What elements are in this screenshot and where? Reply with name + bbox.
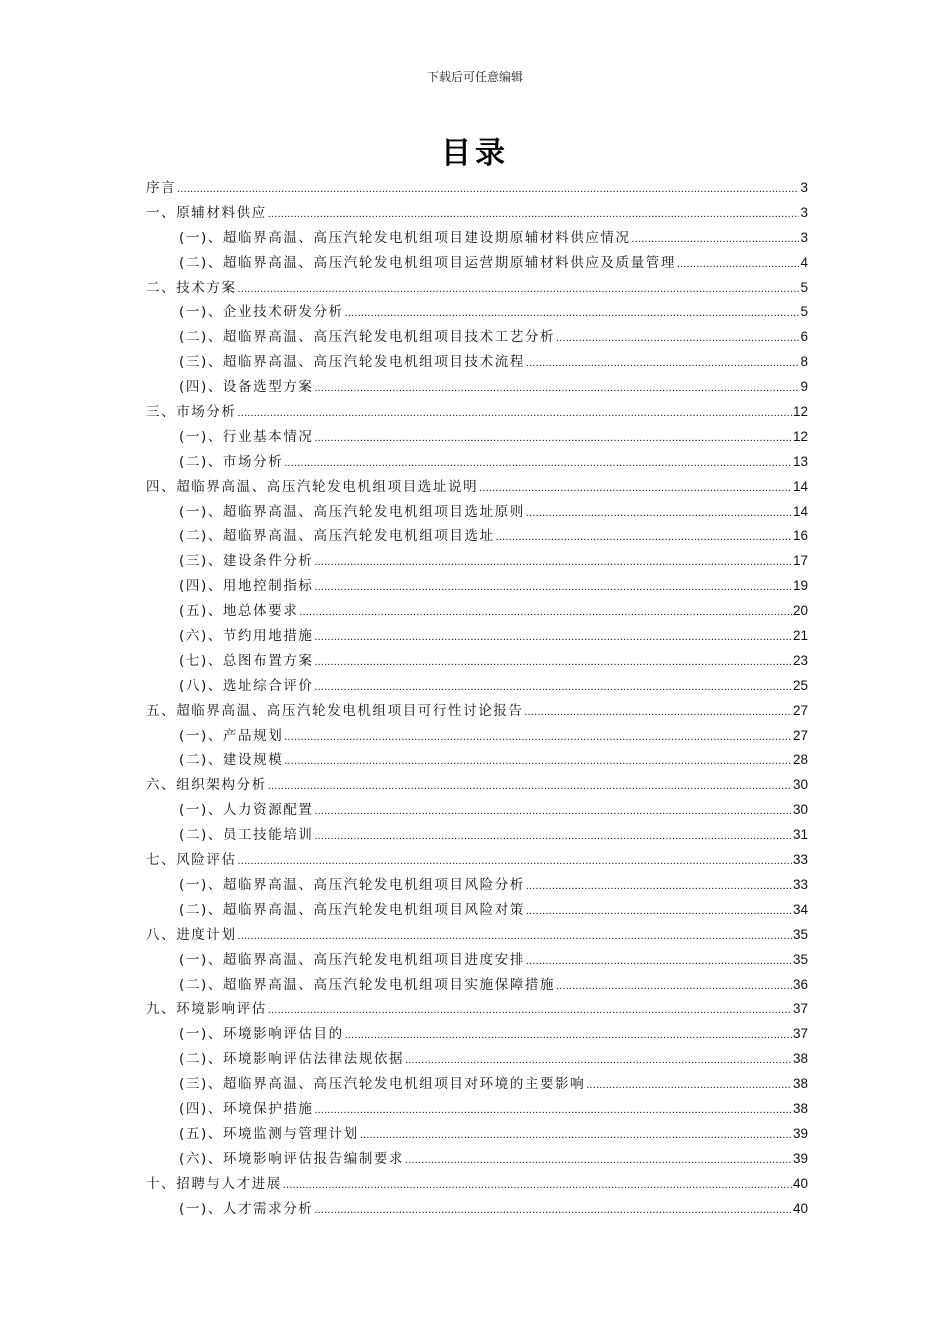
toc-page-number: 6 [800, 329, 808, 345]
toc-dot-leader [525, 700, 792, 725]
toc-section-entry[interactable] [146, 425, 808, 450]
toc-dot-leader [526, 874, 792, 899]
toc-section-entry[interactable] [146, 226, 808, 251]
toc-dot-leader [677, 252, 800, 277]
toc-page-number: 3 [800, 229, 808, 245]
toc-entry-title: (三)、超临界高温、高压汽轮发电机组项目对环境的主要影响 [179, 1076, 586, 1093]
toc-dot-leader [526, 351, 800, 376]
toc-page-number: 5 [800, 279, 808, 295]
toc-chapter-entry[interactable] [146, 997, 808, 1022]
toc-page-number: 12 [792, 404, 808, 420]
toc-entry-title: (一)、超临界高温、高压汽轮发电机组项目风险分析 [179, 876, 525, 893]
toc-page-number: 30 [792, 777, 808, 793]
toc-dot-leader [315, 799, 792, 824]
toc-page-number: 37 [792, 1001, 808, 1017]
toc-dot-leader [315, 426, 792, 451]
toc-section-entry[interactable] [146, 649, 808, 674]
toc-entry-title: 七、风险评估 [146, 852, 237, 869]
toc-section-entry[interactable] [146, 823, 808, 848]
toc-dot-leader [526, 899, 792, 924]
toc-entry-title: (二)、超临界高温、高压汽轮发电机组项目风险对策 [179, 901, 525, 918]
toc-page-number: 21 [792, 628, 808, 644]
toc-section-entry[interactable] [146, 1197, 808, 1222]
toc-section-entry[interactable] [146, 1072, 808, 1097]
toc-dot-leader [284, 725, 792, 750]
toc-page-number: 5 [800, 304, 808, 320]
toc-dot-leader [345, 1023, 792, 1048]
toc-dot-leader [315, 824, 792, 849]
toc-page-number: 20 [792, 603, 808, 619]
toc-dot-leader [268, 202, 800, 227]
toc-dot-leader [315, 575, 792, 600]
toc-dot-leader [177, 177, 799, 202]
toc-chapter-entry[interactable] [146, 176, 808, 201]
toc-page-number: 8 [800, 354, 808, 370]
toc-entry-title: (二)、员工技能培训 [179, 827, 314, 844]
toc-dot-leader [315, 1098, 792, 1123]
toc-entry-title: (一)、产品规划 [179, 727, 284, 744]
toc-page-number: 39 [792, 1150, 808, 1166]
toc-section-entry[interactable] [146, 1047, 808, 1072]
toc-entry-title: (五)、地总体要求 [179, 603, 299, 620]
toc-section-entry[interactable] [146, 375, 808, 400]
toc-entry-title: (一)、行业基本情况 [179, 428, 314, 445]
toc-dot-leader [315, 675, 792, 700]
toc-entry-title: (一)、超临界高温、高压汽轮发电机组项目进度安排 [179, 951, 525, 968]
toc-section-entry[interactable] [146, 1022, 808, 1047]
toc-page-number: 37 [792, 1026, 808, 1042]
toc-page-number: 36 [792, 976, 808, 992]
toc-entry-title: (四)、用地控制指标 [179, 578, 314, 595]
toc-page-number: 12 [792, 428, 808, 444]
toc-dot-leader [632, 227, 800, 252]
toc-entry-title: (二)、超临界高温、高压汽轮发电机组项目运营期原辅材料供应及质量管理 [179, 254, 676, 271]
toc-dot-leader [526, 949, 792, 974]
toc-page-number: 4 [800, 254, 808, 270]
toc-chapter-entry[interactable] [146, 773, 808, 798]
toc-entry-title: (三)、建设条件分析 [179, 553, 314, 570]
toc-chapter-entry[interactable] [146, 475, 808, 500]
toc-page-number: 28 [792, 752, 808, 768]
toc-section-entry[interactable] [146, 549, 808, 574]
toc-page-number: 9 [800, 379, 808, 395]
toc-dot-leader [360, 1123, 792, 1148]
toc-chapter-entry[interactable] [146, 699, 808, 724]
toc-entry-title: (四)、设备选型方案 [179, 379, 314, 396]
toc-chapter-entry[interactable] [146, 400, 808, 425]
toc-entry-title: (二)、建设规模 [179, 752, 284, 769]
toc-entry-title: (二)、市场分析 [179, 453, 284, 470]
toc-chapter-entry[interactable] [146, 201, 808, 226]
toc-page-number: 19 [792, 578, 808, 594]
toc-page-number: 39 [792, 1125, 808, 1141]
toc-page-number: 31 [792, 827, 808, 843]
toc-section-entry[interactable] [146, 948, 808, 973]
toc-page-number: 3 [800, 204, 808, 220]
toc-entry-title: 五、超临界高温、高压汽轮发电机组项目可行性讨论报告 [146, 702, 524, 719]
page-header-note: 下载后可任意编辑 [426, 70, 523, 84]
toc-page-number: 27 [792, 702, 808, 718]
toc-entry-title: (一)、超临界高温、高压汽轮发电机组项目选址原则 [179, 503, 525, 520]
toc-dot-leader [496, 525, 792, 550]
toc-section-entry[interactable] [146, 300, 808, 325]
toc-page-number: 17 [792, 553, 808, 569]
toc-dot-leader [284, 451, 792, 476]
toc-entry-title: (二)、超临界高温、高压汽轮发电机组项目选址 [179, 528, 495, 545]
toc-dot-leader [556, 326, 799, 351]
toc-dot-leader [479, 476, 792, 501]
toc-dot-leader [345, 301, 800, 326]
toc-page-number: 38 [792, 1076, 808, 1092]
toc-dot-leader [238, 277, 800, 302]
toc-entry-title: (七)、总图布置方案 [179, 652, 314, 669]
toc-entry-title: 二、技术方案 [146, 279, 237, 296]
toc-entry-title: 三、市场分析 [146, 404, 237, 421]
toc-list [146, 176, 808, 1221]
toc-chapter-entry[interactable] [146, 276, 808, 301]
toc-chapter-entry[interactable] [146, 848, 808, 873]
toc-dot-leader [315, 650, 792, 675]
toc-dot-leader [556, 974, 792, 999]
toc-section-entry[interactable] [146, 674, 808, 699]
toc-section-entry[interactable] [146, 1097, 808, 1122]
toc-entry-title: 四、超临界高温、高压汽轮发电机组项目选址说明 [146, 478, 479, 495]
toc-page-number: 3 [800, 180, 808, 195]
toc-entry-title: 序言 [146, 180, 177, 196]
toc-entry-title: 十、招聘与人才进展 [146, 1175, 282, 1192]
toc-section-entry[interactable] [146, 798, 808, 823]
toc-entry-title: 八、进度计划 [146, 926, 237, 943]
toc-dot-leader [315, 625, 792, 650]
toc-entry-title: 一、原辅材料供应 [146, 204, 267, 221]
toc-entry-title: (六)、环境影响评估报告编制要求 [179, 1150, 405, 1167]
toc-entry-title: (一)、人力资源配置 [179, 802, 314, 819]
toc-entry-title: (一)、人才需求分析 [179, 1200, 314, 1217]
toc-page-number: 40 [792, 1200, 808, 1216]
toc-dot-leader [526, 501, 792, 526]
toc-entry-title: (一)、企业技术研发分析 [179, 304, 344, 321]
toc-section-entry[interactable] [146, 325, 808, 350]
toc-entry-title: (二)、环境影响评估法律法规依据 [179, 1051, 405, 1068]
toc-dot-leader [315, 550, 792, 575]
toc-dot-leader [268, 774, 792, 799]
toc-page-number: 14 [792, 503, 808, 519]
toc-dot-leader [268, 998, 792, 1023]
toc-chapter-entry[interactable] [146, 1172, 808, 1197]
toc-page-number: 25 [792, 677, 808, 693]
toc-entry-title: (二)、超临界高温、高压汽轮发电机组项目实施保障措施 [179, 976, 556, 993]
toc-entry-title: 六、组织架构分析 [146, 777, 267, 794]
toc-entry-title: (一)、超临界高温、高压汽轮发电机组项目建设期原辅材料供应情况 [179, 229, 631, 246]
toc-page-number: 38 [792, 1100, 808, 1116]
toc-page-number: 27 [792, 727, 808, 743]
toc-page-number: 33 [792, 852, 808, 868]
toc-section-entry[interactable] [146, 500, 808, 525]
toc-entry-title: (二)、超临界高温、高压汽轮发电机组项目技术工艺分析 [179, 329, 556, 346]
toc-section-entry[interactable] [146, 724, 808, 749]
toc-page-number: 40 [792, 1175, 808, 1191]
toc-entry-title: (四)、环境保护措施 [179, 1100, 314, 1117]
toc-section-entry[interactable] [146, 973, 808, 998]
toc-dot-leader [238, 924, 792, 949]
toc-section-entry[interactable] [146, 748, 808, 773]
toc-page-number: 38 [792, 1051, 808, 1067]
toc-section-entry[interactable] [146, 1147, 808, 1172]
toc-dot-leader [315, 376, 800, 401]
toc-section-entry[interactable] [146, 524, 808, 549]
toc-page-number: 34 [792, 901, 808, 917]
toc-page-number: 23 [792, 652, 808, 668]
toc-page-number: 35 [792, 951, 808, 967]
toc-entry-title: (六)、节约用地措施 [179, 628, 314, 645]
toc-section-entry[interactable] [146, 251, 808, 276]
toc-chapter-entry[interactable] [146, 923, 808, 948]
toc-entry-title: (五)、环境监测与管理计划 [179, 1125, 359, 1142]
toc-section-entry[interactable] [146, 873, 808, 898]
toc-dot-leader [284, 749, 792, 774]
toc-dot-leader [299, 600, 792, 625]
toc-dot-leader [405, 1048, 792, 1073]
toc-section-entry[interactable] [146, 1122, 808, 1147]
toc-section-entry[interactable] [146, 898, 808, 923]
toc-page-number: 35 [792, 926, 808, 942]
toc-section-entry[interactable] [146, 599, 808, 624]
toc-dot-leader [586, 1073, 792, 1098]
toc-section-entry[interactable] [146, 450, 808, 475]
toc-title: 目录 [441, 136, 509, 171]
toc-entry-title: (三)、超临界高温、高压汽轮发电机组项目技术流程 [179, 354, 525, 371]
toc-dot-leader [405, 1148, 792, 1173]
toc-page-number: 30 [792, 802, 808, 818]
toc-page-number: 16 [792, 528, 808, 544]
toc-dot-leader [283, 1173, 792, 1198]
toc-dot-leader [238, 401, 792, 426]
toc-section-entry[interactable] [146, 574, 808, 599]
toc-page-number: 14 [792, 478, 808, 494]
toc-section-entry[interactable] [146, 624, 808, 649]
toc-page-number: 33 [792, 876, 808, 892]
toc-dot-leader [238, 849, 792, 874]
toc-entry-title: (一)、环境影响评估目的 [179, 1026, 344, 1043]
toc-section-entry[interactable] [146, 350, 808, 375]
toc-entry-title: (八)、选址综合评价 [179, 677, 314, 694]
toc-dot-leader [315, 1198, 792, 1223]
toc-page-number: 13 [792, 453, 808, 469]
toc-entry-title: 九、环境影响评估 [146, 1001, 267, 1018]
